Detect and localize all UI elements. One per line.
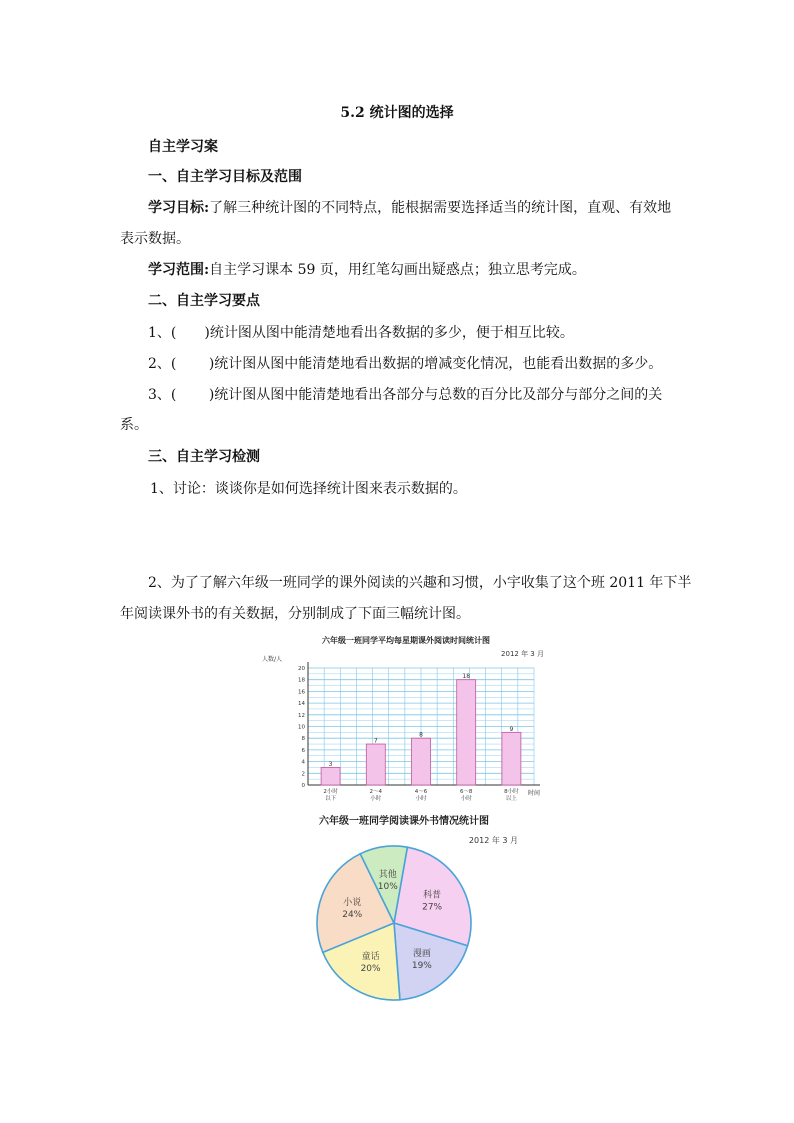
reading-time-bar-chart bbox=[260, 632, 552, 810]
bar-chart-title: 六年级一班同学平均每星期课外阅读时间统计图 bbox=[322, 636, 490, 645]
bar-category-label-sub: 以上 bbox=[505, 796, 517, 802]
pie-slice-name: 其他 bbox=[378, 869, 397, 880]
bar-y-tick-label: 18 bbox=[298, 677, 305, 684]
bar-y-tick-label: 10 bbox=[298, 724, 305, 731]
bar-y-tick-label: 16 bbox=[298, 689, 305, 696]
pie-slice-percent: 19% bbox=[411, 960, 432, 971]
bar-category-label-sub: 小时 bbox=[415, 796, 427, 802]
key-point-2: 2、( )统计图从图中能清楚地看出数据的增减变化情况，也能看出数据的多少。 bbox=[148, 356, 663, 372]
pie-slice-percent: 24% bbox=[342, 910, 363, 921]
range-paragraph bbox=[148, 259, 586, 279]
reading-type-pie-chart bbox=[282, 812, 522, 1004]
goal-label: 学习目标: bbox=[148, 200, 210, 216]
pie-chart-date: 2012 年 3 月 bbox=[468, 836, 518, 845]
pie-chart-title: 六年级一班同学阅读课外书情况统计图 bbox=[319, 816, 489, 827]
range-label: 学习范围: bbox=[148, 262, 210, 278]
bar-chart-y-label: 人数/人 bbox=[262, 656, 283, 663]
bar-category-label: 2小时 bbox=[323, 789, 338, 795]
bar-y-tick-label: 2 bbox=[301, 771, 305, 778]
bar-category-label-sub: 小时 bbox=[370, 796, 382, 802]
pie-slice-name: 漫画 bbox=[412, 948, 431, 959]
bar-value-label: 3 bbox=[328, 760, 333, 768]
question-2-line2: 年阅读课外书的有关数据，分别制成了下面三幅统计图。 bbox=[120, 606, 470, 622]
key-point-3-line1: 3、( )统计图从图中能清楚地看出各部分与总数的百分比及部分与部分之间的关 bbox=[148, 387, 663, 403]
key-point-1: 1、( )统计图从图中能清楚地看出各数据的多少，便于相互比较。 bbox=[148, 325, 574, 341]
bar-value-label: 9 bbox=[509, 725, 514, 733]
bar-chart-date: 2012 年 3 月 bbox=[501, 650, 544, 658]
key-point-3-line2: 系。 bbox=[120, 417, 148, 433]
bar-category-label: 4～6 bbox=[414, 789, 428, 795]
bar-category-label: 6～8 bbox=[459, 789, 473, 795]
bar-chart-x-label: 时间 bbox=[528, 790, 541, 797]
page-title: 5.2 统计图的选择 bbox=[340, 105, 454, 121]
question-1: 1、讨论：谈谈你是如何选择统计图来表示数据的。 bbox=[150, 481, 467, 497]
bar bbox=[502, 732, 521, 785]
pie-slice-name: 童话 bbox=[361, 952, 380, 963]
goal-text-line2: 表示数据。 bbox=[120, 231, 190, 247]
bar-y-tick-label: 8 bbox=[301, 736, 305, 743]
pie-slice-percent: 20% bbox=[360, 964, 381, 975]
bar-y-tick-label: 0 bbox=[301, 783, 305, 789]
bar bbox=[321, 767, 340, 785]
bar-y-tick-label: 20 bbox=[298, 666, 305, 672]
bar-category-label: 2～4 bbox=[369, 789, 383, 795]
pie-slice-name: 科普 bbox=[423, 890, 442, 901]
bar-y-tick-label: 6 bbox=[301, 747, 305, 754]
bar-y-tick-label: 4 bbox=[301, 759, 305, 766]
bar-category-label-sub: 以下 bbox=[325, 796, 337, 802]
range-text: 自主学习课本 59 页，用红笔勾画出疑惑点；独立思考完成。 bbox=[209, 262, 586, 278]
section-main-heading: 自主学习案 bbox=[148, 139, 218, 155]
pie-slice-percent: 27% bbox=[422, 902, 443, 913]
section-heading-1: 一、自主学习目标及范围 bbox=[148, 169, 302, 185]
section-heading-3: 三、自主学习检测 bbox=[148, 449, 260, 465]
goal-text-line1: 了解三种统计图的不同特点，能根据需要选择适当的统计图，直观、有效地 bbox=[209, 200, 672, 216]
question-2-line1: 2、为了了解六年级一班同学的课外阅读的兴趣和习惯，小宇收集了这个班 2011 年下半 bbox=[148, 575, 692, 591]
bar-value-label: 7 bbox=[373, 737, 378, 745]
bar-category-label-sub: 小时 bbox=[460, 796, 472, 802]
bar-value-label: 18 bbox=[462, 673, 471, 681]
bar-value-label: 8 bbox=[419, 731, 423, 739]
bar-category-label: 8小时 bbox=[504, 789, 519, 795]
bar-y-tick-label: 14 bbox=[298, 701, 305, 708]
section-heading-2: 二、自主学习要点 bbox=[148, 293, 260, 309]
bar bbox=[412, 738, 431, 785]
pie-slice-percent: 10% bbox=[377, 881, 398, 892]
bar bbox=[457, 680, 476, 785]
bar bbox=[366, 744, 385, 785]
pie-slice-name: 小说 bbox=[343, 898, 362, 909]
bar-y-tick-label: 12 bbox=[298, 712, 305, 719]
goal-paragraph bbox=[148, 197, 671, 217]
